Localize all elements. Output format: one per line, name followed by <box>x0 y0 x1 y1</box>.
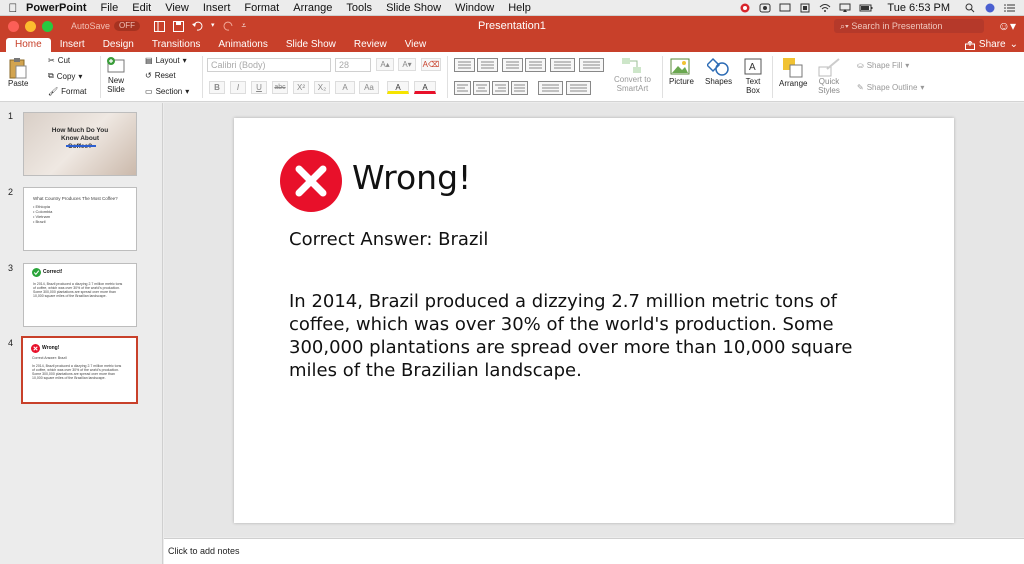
slide-body-text[interactable]: In 2014, Brazil produced a dizzying 2.7 million metric tons of coffee, which was over 30% of the world's production. Some 300,000 plantations are spread over more than 10,000 square miles of the Brazilian landscape. <box>289 291 853 381</box>
window-titlebar <box>0 16 1024 36</box>
quick-styles-button[interactable] <box>817 57 841 95</box>
tab-slide-show[interactable]: Slide Show <box>285 39 336 50</box>
thumbnail-number: 4 <box>8 338 14 348</box>
section-label: Section <box>155 87 183 96</box>
menu-view[interactable]: View <box>165 1 189 14</box>
strikethrough-button[interactable]: abc <box>272 81 288 94</box>
share-button[interactable] <box>965 38 1018 52</box>
font-size-dropdown[interactable] <box>335 58 371 72</box>
share-label: Share <box>978 39 1006 50</box>
save-icon[interactable] <box>173 21 184 32</box>
arrange-label: Arrange <box>779 79 808 88</box>
paste-label: Paste <box>8 79 29 88</box>
wifi-icon[interactable] <box>819 3 831 13</box>
font-size-value: 28 <box>339 60 350 70</box>
quick-styles-label-1: Quick <box>818 77 840 86</box>
menu-slide-show[interactable]: Slide Show <box>386 1 442 14</box>
menu-insert[interactable]: Insert <box>202 1 231 14</box>
customize-toolbar-icon[interactable]: ⩡ <box>241 20 247 30</box>
thumbnail-title: What Country Produces The Most Coffee? <box>33 196 118 201</box>
tab-design[interactable]: Design <box>102 39 134 50</box>
thumbnail-body: In 2014, Brazil produced a dizzying 2.7 million metric tons of coffee, which was over 30% of the world's production. Some 300,000 plantations are spread over more than 10,000 square miles of the Brazilian landscape. <box>33 282 123 298</box>
search-icon: ⌕▾ <box>840 21 852 31</box>
notes-placeholder: Click to add notes <box>168 546 240 556</box>
quick-access-toolbar <box>154 21 246 32</box>
notes-pane[interactable] <box>164 538 1024 564</box>
status-app-icon[interactable] <box>759 3 771 13</box>
paste-icon <box>8 57 28 79</box>
new-slide-button[interactable] <box>106 56 126 94</box>
subscript-button[interactable]: X₂ <box>314 81 330 94</box>
autosave-control[interactable] <box>71 21 140 31</box>
shape-outline-dropdown-icon: ▾ <box>920 83 925 92</box>
italic-button[interactable]: I <box>230 81 246 94</box>
thumbnail-bullet: • Ethiopia <box>33 204 50 209</box>
thumbnail-body: In 2014, Brazil produced a dizzying 2.7 million metric tons of coffee, which was over 30% of the world's production. Some 300,000 plantations are spread over more than 10,000 square miles of the Brazilian landscape. <box>32 364 122 380</box>
slide-heading[interactable]: Wrong! <box>352 158 472 197</box>
superscript-button[interactable]: X² <box>293 81 309 94</box>
svg-text:A: A <box>749 62 756 73</box>
menu-arrange[interactable]: Arrange <box>293 1 333 14</box>
increase-font-size-button[interactable]: A▴ <box>376 58 394 71</box>
document-title: Presentation1 <box>478 20 546 32</box>
picture-label: Picture <box>669 77 694 86</box>
window-controls <box>8 21 53 32</box>
search-input[interactable] <box>834 19 984 33</box>
sidebar-toggle-icon[interactable] <box>154 21 165 32</box>
slide-thumbnail-4[interactable] <box>21 336 138 404</box>
creative-cloud-icon[interactable] <box>739 3 751 13</box>
cut-label: Cut <box>57 56 71 65</box>
ribbon-home <box>0 52 1024 102</box>
underline-button[interactable]: U <box>251 81 267 94</box>
airplay-icon[interactable] <box>839 3 851 13</box>
arrange-icon <box>782 57 804 79</box>
thumbnail-title: Wrong! <box>42 345 60 351</box>
tab-insert[interactable]: Insert <box>59 39 85 50</box>
section-icon: ▭ <box>145 87 153 96</box>
font-name-value: Calibri (Body) <box>211 60 266 70</box>
thumbnail-bullet: • Vietnam <box>33 214 51 219</box>
reset-icon: ↺ <box>145 71 152 80</box>
font-name-dropdown[interactable] <box>207 58 331 72</box>
menubar-clock[interactable]: Tue 6:53 PM <box>887 1 950 14</box>
cut-button[interactable] <box>48 56 70 65</box>
feedback-smiley-icon[interactable]: ☺▾ <box>997 19 1016 33</box>
thumbnail-subtitle: Correct Answer: Brazil <box>32 356 67 360</box>
menu-extra-icon[interactable] <box>799 3 811 13</box>
shapes-icon <box>707 57 731 77</box>
highlight-color-button[interactable]: A <box>387 81 409 94</box>
thumbnail-bullet: • Colombia <box>33 209 53 214</box>
x-circle-icon <box>31 344 40 353</box>
smartart-icon <box>621 57 643 75</box>
current-slide[interactable] <box>234 118 954 523</box>
thumbnail-title: How Much Do You Know About <box>51 127 109 142</box>
siri-icon[interactable] <box>984 3 996 13</box>
zoom-window-button[interactable] <box>42 21 53 32</box>
ribbon-tabs <box>0 36 1024 52</box>
tab-home[interactable]: Home <box>6 38 51 52</box>
section-dropdown-icon: ▾ <box>185 87 190 96</box>
undo-icon[interactable] <box>192 21 203 32</box>
paintbrush-icon: 🖌 <box>48 87 59 96</box>
character-spacing-button[interactable]: A <box>335 81 355 94</box>
picture-icon <box>670 57 692 77</box>
menu-tools[interactable]: Tools <box>346 1 373 14</box>
copy-icon: ⧉ <box>48 71 54 80</box>
font-color-button[interactable]: A <box>414 81 436 94</box>
quick-styles-label-2: Styles <box>818 86 840 95</box>
thumbnail-bullet: • Brazil <box>33 219 46 224</box>
tab-review[interactable]: Review <box>353 39 387 50</box>
paint-bucket-icon: ⛀ <box>857 61 864 70</box>
scissors-icon: ✂ <box>48 56 55 65</box>
shape-outline-button[interactable] <box>857 83 924 92</box>
menu-window[interactable]: Window <box>455 1 495 14</box>
change-case-button[interactable]: Aa <box>359 81 379 94</box>
autosave-toggle[interactable]: OFF <box>114 21 140 31</box>
bold-button[interactable]: B <box>209 81 225 94</box>
macos-menubar <box>0 0 1024 16</box>
slide-answer[interactable]: Correct Answer: Brazil <box>289 229 489 250</box>
search-placeholder: Search in Presentation <box>851 21 943 31</box>
new-slide-label-2: Slide <box>107 85 125 94</box>
picture-button[interactable] <box>669 57 694 86</box>
shape-fill-dropdown-icon: ▾ <box>905 61 910 70</box>
copy-label: Copy <box>56 71 76 81</box>
notification-center-icon[interactable] <box>1004 3 1016 13</box>
copy-dropdown-icon: ▾ <box>78 71 83 81</box>
arrange-button[interactable] <box>779 57 807 88</box>
apple-menu-icon[interactable] <box>0 1 26 15</box>
layout-button[interactable] <box>145 56 187 65</box>
decrease-font-size-button[interactable]: A▾ <box>398 58 416 71</box>
shapes-label: Shapes <box>705 77 733 86</box>
spotlight-search-icon[interactable] <box>964 3 976 13</box>
text-box-button[interactable] <box>743 57 763 95</box>
slide-thumbnail-2[interactable] <box>23 187 137 251</box>
clear-formatting-button[interactable]: A⌫ <box>422 60 440 69</box>
convert-label-1: Convert to <box>614 75 651 84</box>
layout-icon: ▤ <box>145 56 153 65</box>
thumbnail-title: Correct! <box>43 269 63 275</box>
format-label: Format <box>61 87 87 96</box>
layout-dropdown-icon: ▾ <box>182 56 187 65</box>
battery-icon[interactable] <box>859 3 873 13</box>
autosave-label: AutoSave <box>71 21 111 31</box>
thumbnail-number: 3 <box>8 263 14 273</box>
format-painter-button[interactable] <box>48 87 87 96</box>
display-icon[interactable] <box>779 3 791 13</box>
thumbnail-number: 1 <box>8 111 14 121</box>
x-circle-icon <box>280 150 342 212</box>
thumbnail-accent-bar <box>66 145 96 147</box>
new-slide-label-1: New <box>107 76 124 85</box>
menu-format[interactable]: Format <box>244 1 280 14</box>
tab-transitions[interactable]: Transitions <box>151 39 201 50</box>
share-icon <box>965 41 975 50</box>
slide-thumbnail-pane <box>0 103 163 564</box>
slide-thumbnail-1[interactable] <box>23 112 137 176</box>
reset-label: Reset <box>154 71 176 80</box>
menu-edit[interactable]: Edit <box>132 1 152 14</box>
menu-app-name[interactable]: PowerPoint <box>26 1 87 14</box>
text-box-label-1: Text <box>745 77 761 86</box>
pen-icon: ✎ <box>857 83 864 92</box>
close-window-button[interactable] <box>8 21 19 32</box>
share-chevron-icon: ⌄ <box>1009 39 1018 50</box>
layout-label: Layout <box>155 56 180 65</box>
check-circle-icon <box>32 268 41 277</box>
thumbnail-number: 2 <box>8 187 14 197</box>
convert-to-smartart-button[interactable] <box>614 57 651 93</box>
new-slide-icon <box>106 56 126 76</box>
quick-styles-icon <box>817 57 841 77</box>
copy-button[interactable] <box>48 71 82 81</box>
shape-fill-label: Shape Fill <box>866 61 903 70</box>
redo-icon[interactable] <box>223 21 234 32</box>
menu-file[interactable]: File <box>100 1 119 14</box>
minimize-window-button[interactable] <box>25 21 36 32</box>
text-box-label-2: Box <box>746 86 760 95</box>
paste-button[interactable] <box>8 57 28 88</box>
menu-help[interactable]: Help <box>508 1 531 14</box>
tab-view[interactable]: View <box>404 39 427 50</box>
shape-fill-button[interactable] <box>857 61 909 70</box>
text-box-icon <box>743 57 763 77</box>
shapes-button[interactable] <box>705 57 732 86</box>
section-button[interactable] <box>145 87 189 96</box>
slide-thumbnail-3[interactable] <box>23 263 137 327</box>
shape-outline-label: Shape Outline <box>866 83 918 92</box>
undo-dropdown-icon[interactable]: ▾ <box>211 21 215 29</box>
slide-editing-area <box>164 103 1024 537</box>
convert-label-2: SmartArt <box>616 84 649 93</box>
reset-button[interactable] <box>145 71 176 80</box>
tab-animations[interactable]: Animations <box>218 39 268 50</box>
